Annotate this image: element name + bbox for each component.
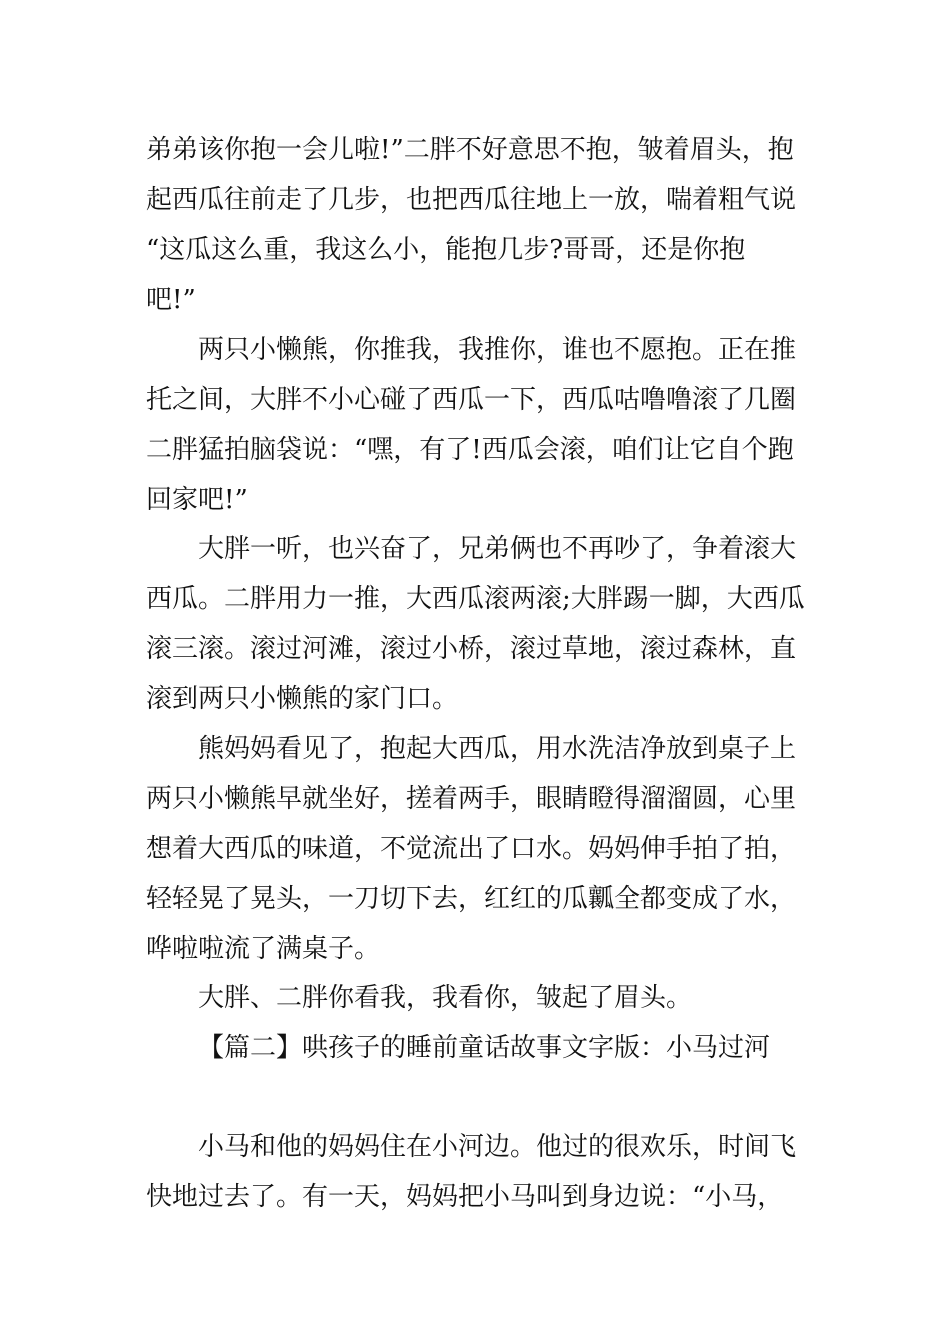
text-line-18: 大胖、二胖你看我，我看你，皱起了眉头。 [198,983,693,1013]
text-line-12: 滚到两只小懒熊的家门口。 [146,684,459,714]
text-line-1: 弟弟该你抱一会儿啦!”二胖不好意思不抱，皱着眉头，抱 [146,135,794,165]
text-line-19: 小马和他的妈妈住在小河边。他过的很欢乐，时间飞 [198,1132,797,1162]
text-line-10: 西瓜。二胖用力一推，大西瓜滚两滚;大胖踢一脚，大西瓜 [146,584,805,614]
text-line-2: 起西瓜往前走了几步，也把西瓜往地上一放，喘着粗气说 [146,185,797,215]
text-line-20: 快地过去了。有一天，妈妈把小马叫到身边说：“小马， [146,1182,784,1212]
text-line-17: 哗啦啦流了满桌子。 [146,934,381,964]
text-line-4: 吧!” [146,285,196,315]
text-line-15: 想着大西瓜的味道，不觉流出了口水。妈妈伸手拍了拍， [146,834,797,864]
text-line-13: 熊妈妈看见了，抱起大西瓜，用水洗洁净放到桌子上 [198,734,797,764]
text-line-7: 二胖猛拍脑袋说：“嘿，有了!西瓜会滚，咱们让它自个跑 [146,435,794,465]
section-heading: 【篇二】哄孩子的睡前童话故事文字版：小马过河 [198,1033,771,1063]
text-line-11: 滚三滚。滚过河滩，滚过小桥，滚过草地，滚过森林，直 [146,634,797,664]
text-line-5: 两只小懒熊，你推我，我推你，谁也不愿抱。正在推 [198,335,797,365]
text-line-8: 回家吧!” [146,485,248,515]
text-line-16: 轻轻晃了晃头，一刀切下去，红红的瓜瓤全都变成了水， [146,884,797,914]
text-line-14: 两只小懒熊早就坐好，搓着两手，眼睛瞪得溜溜圆，心里 [146,784,797,814]
text-line-3: “这瓜这么重，我这么小，能抱几步?哥哥，还是你抱 [146,235,746,265]
text-line-9: 大胖一听，也兴奋了，兄弟俩也不再吵了，争着滚大 [198,534,797,564]
text-line-6: 托之间，大胖不小心碰了西瓜一下，西瓜咕噜噜滚了几圈 [146,385,797,415]
